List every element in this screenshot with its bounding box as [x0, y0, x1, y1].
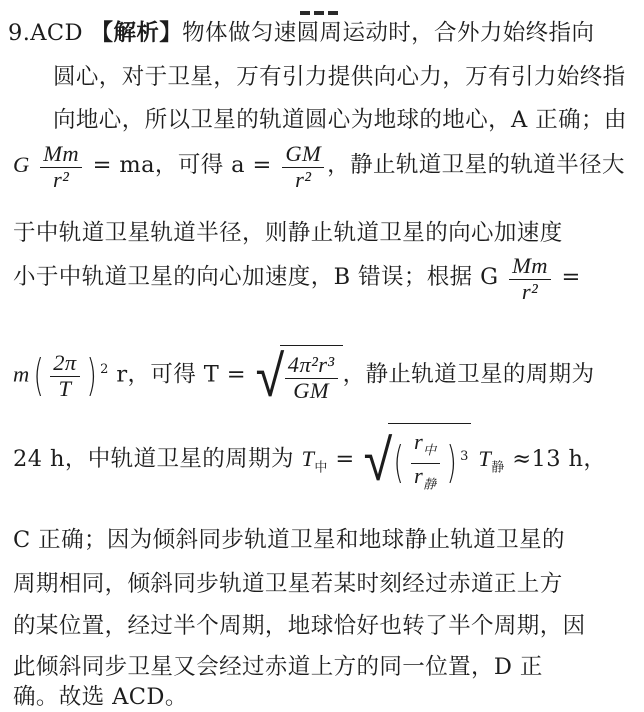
line-1 — [8, 18, 644, 48]
line-4-text: ，静止轨道卫星的轨道半径大 — [327, 152, 625, 178]
line-9: C 正确；因为倾斜同步轨道卫星和地球静止轨道卫星的 — [13, 527, 565, 553]
line-6-text: 小于中轨道卫星的向心加速度，B 错误；根据 G — [13, 264, 499, 290]
line-7-mid: r，可得 T = — [116, 361, 246, 388]
line-6 — [13, 252, 644, 304]
line-10: 周期相同，倾斜同步轨道卫星若某时刻经过赤道正上方 — [13, 571, 563, 597]
line-4 — [13, 140, 644, 192]
line-11: 的某位置，经过半个周期，地球恰好也转了半个周期，因 — [13, 613, 586, 639]
sqrt-expression: √ $\frac{\text{4π²r³}}{GM}$ — [254, 345, 343, 407]
line-2: 圆心，对于卫星，万有引力提供向心力，万有引力始终指 — [53, 64, 626, 90]
symbol-g: G — [13, 152, 30, 177]
top-edge-mark — [300, 0, 360, 6]
question-number: 9.ACD — [8, 20, 83, 46]
line-8: 24 h，中轨道卫星的周期为 $T_中$ = √( $\frac{r_中}{r_静}$ ) $^3$ $T_静 \approx 13$ h， — [13, 423, 644, 501]
line-8-text: 24 h，中轨道卫星的周期为 — [13, 445, 294, 472]
fraction-2pi-t: $\frac{2\pi}{T}$ — [50, 350, 79, 401]
line-7-text: ，静止轨道卫星的周期为 — [342, 361, 595, 388]
fraction-mm-r2-b: $\frac{Mm}{\text{r²}}$ — [509, 253, 551, 304]
equation-ma: = ma，可得 a = — [92, 152, 272, 178]
line-12: 此倾斜同步卫星又会经过赤道上方的同一位置，D 正 — [13, 654, 543, 680]
exponent-2: 2 — [100, 362, 109, 377]
equals-sign: = — [561, 264, 581, 290]
symbol-m: m — [13, 361, 30, 387]
line-13: 确。故选 ACD。 — [13, 684, 188, 710]
line-5: 于中轨道卫星轨道半径，则静止轨道卫星的向心加速度 — [13, 220, 563, 246]
line-1-text: 物体做匀速圆周运动时，合外力始终指向 — [182, 20, 595, 46]
fraction-mm-r2: $\frac{Mm}{\text{r²}}$ — [40, 141, 82, 192]
sqrt-ratio: √( $\frac{r_中}{r_静}$ ) $^3$ — [362, 423, 471, 497]
line-3: 向地心，所以卫星的轨道圆心为地球的地心，A 正确；由 — [53, 107, 627, 133]
line-7: m( $\frac{2\pi}{T}$ ) $^2$ r，可得 T = √ $\frac{\text{4π²r³}}{GM}$ ，静止轨道卫星的周期为 — [13, 341, 595, 410]
fraction-gm-r2: $\frac{GM}{\text{r²}}$ — [282, 141, 324, 192]
analysis-tag: 【解析】 — [90, 20, 183, 46]
